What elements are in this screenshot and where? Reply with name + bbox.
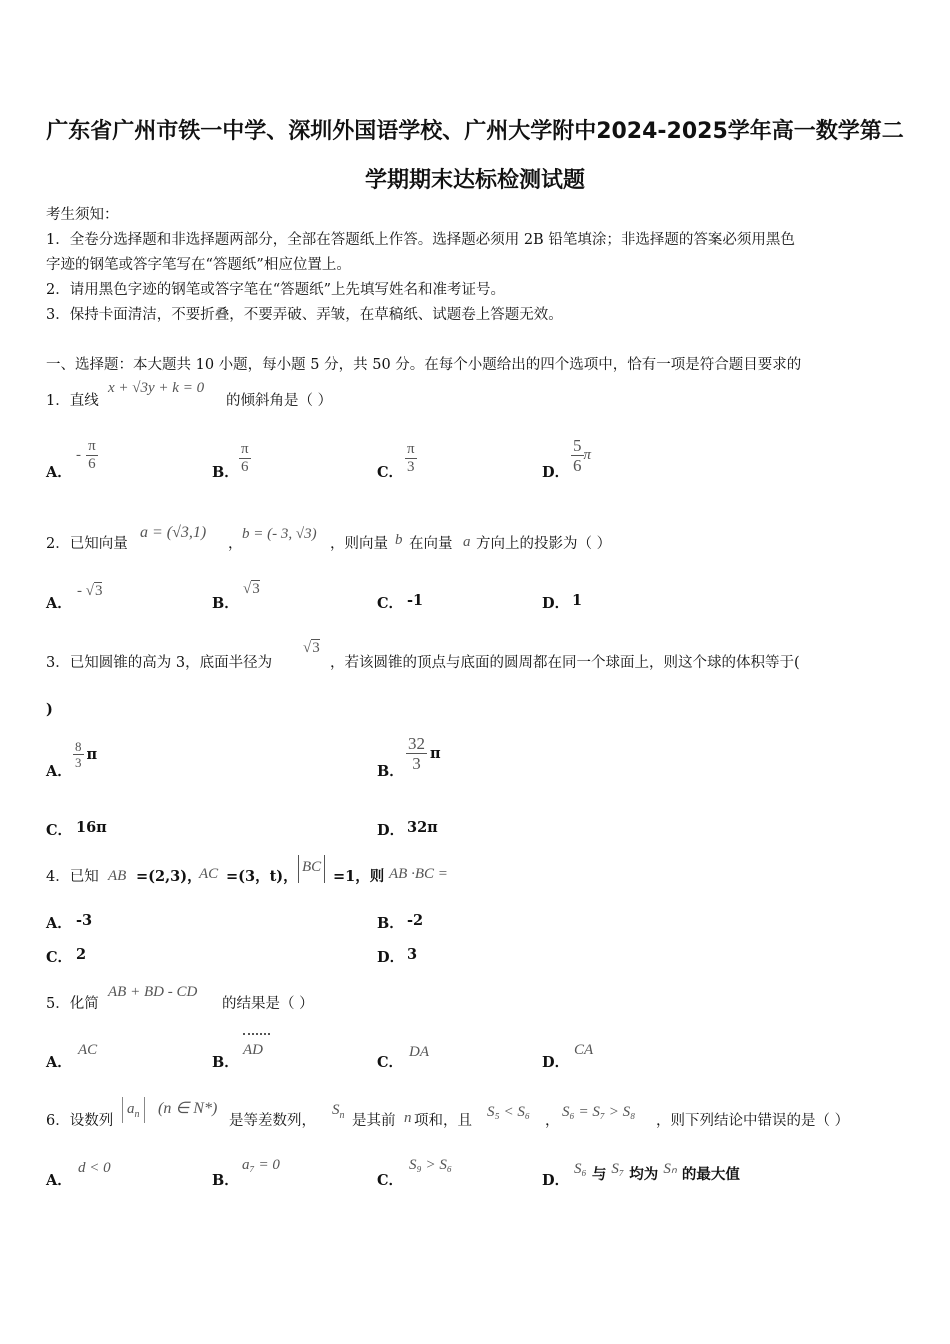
option-label: A． — [46, 1172, 72, 1189]
sum-s6: S₆ — [574, 1161, 587, 1177]
minus-sign: - — [77, 583, 82, 599]
option-label: A． — [46, 595, 72, 612]
denominator: 3 — [412, 754, 421, 773]
notice-item-1: 1．全卷分选择题和非选择题两部分，全部在答题纸上作答。选择题必须用 2B 铅笔填涂；非选择题的答案必须用黑色 — [46, 232, 795, 248]
option-label: D． — [542, 1054, 570, 1071]
sum-sn: Sₙ — [663, 1161, 677, 1177]
q2-vector-a: a = (√3,1) — [140, 524, 207, 541]
q2-option-a[interactable]: - √3 — [77, 583, 103, 599]
fraction — [405, 441, 417, 476]
sequence-letter: a — [127, 1101, 135, 1117]
q4-option-b[interactable]: -2 — [407, 912, 424, 929]
notice-item-1-cont: 字迹的钢笔或答字笔写在“答题纸”相应位置上。 — [46, 257, 351, 273]
q5-option-c[interactable]: DA — [409, 1044, 429, 1060]
question-1 — [46, 389, 99, 410]
option-label: C． — [46, 949, 73, 966]
fraction — [86, 438, 98, 473]
dot-product-expression: AB ·BC = — [389, 866, 448, 882]
vector-a-symbol: a — [463, 534, 471, 550]
question-text: ，若该圆锥的顶点与底面的圆周都在同一个球面上，则这个球的体积等于( — [330, 655, 800, 671]
vector-bc-magnitude: BC — [298, 855, 325, 883]
option-label: C． — [377, 1172, 404, 1189]
q2-vector-b: b = (- 3, √3) — [242, 526, 317, 542]
q4-option-c[interactable]: 2 — [76, 946, 87, 963]
q3-option-d[interactable]: 32π — [407, 819, 438, 836]
n-symbol: n — [404, 1110, 412, 1126]
question-text: 已知圆锥的高为 3，底面半径为 — [69, 655, 273, 671]
q5-option-d[interactable]: CA — [574, 1042, 594, 1058]
section-heading: 一、选择题：本大题共 10 小题，每小题 5 分，共 50 分。在每个小题给出的四个选项中，恰有一项是符合题目要求的 — [46, 357, 802, 373]
sequence-condition: (n ∈ N*) — [158, 1100, 218, 1117]
numerator: π — [241, 441, 249, 457]
q2-option-d[interactable]: 1 — [572, 592, 583, 609]
option-label: B． — [212, 1172, 239, 1189]
condition-1: S₅ < S₆ — [487, 1104, 531, 1120]
sum-s7: S₇ — [611, 1161, 625, 1177]
option-label: A． — [46, 915, 72, 932]
q1-option-b[interactable] — [239, 441, 251, 476]
question-4 — [46, 865, 99, 886]
question-text: 已知 — [69, 869, 99, 885]
q2-option-b[interactable]: √3 — [243, 581, 260, 597]
option-label: C． — [377, 464, 404, 481]
q5-option-b[interactable]: AD — [243, 1042, 263, 1058]
q3-radius: √3 — [303, 640, 320, 656]
subscript: n — [134, 1109, 140, 1120]
vector-ab: AB — [108, 868, 127, 884]
option-label: B． — [377, 915, 404, 932]
notice-item-2: 2．请用黑色字迹的钢笔或答字笔在“答题纸”上先填写姓名和准考证号。 — [46, 282, 506, 298]
question-text: 已知向量 — [69, 536, 128, 552]
question-text: ，则下列结论中错误的是（ ） — [656, 1113, 850, 1129]
vector-ac: AC — [199, 866, 219, 882]
denominator: 6 — [241, 459, 249, 475]
question-number: 6． — [46, 1113, 70, 1129]
question-text: 项和，且 — [414, 1113, 472, 1129]
sequence-symbol — [122, 1097, 145, 1123]
question-text: 方向上的投影为（ ） — [476, 536, 612, 552]
question-text: 直线 — [69, 393, 99, 409]
question-number: 5． — [46, 996, 70, 1012]
denominator: 3 — [407, 459, 415, 475]
question-number: 3． — [46, 655, 70, 671]
radicand: 3 — [312, 640, 320, 656]
separator: ， — [228, 536, 243, 552]
option-label: D． — [542, 464, 570, 481]
question-3 — [46, 651, 272, 672]
separator: ， — [545, 1113, 560, 1129]
option-label: B． — [212, 1054, 239, 1071]
vector-ac-value: =(3，t)， — [226, 868, 298, 885]
q6-option-d[interactable] — [574, 1157, 740, 1183]
option-label: C． — [377, 595, 404, 612]
option-label: A． — [46, 763, 72, 780]
option-label: D． — [542, 1172, 570, 1189]
page-title-line2: 学期期末达标检测试题 — [364, 168, 585, 193]
option-label: B． — [377, 763, 404, 780]
question-text: 设数列 — [69, 1113, 114, 1129]
fraction — [73, 739, 84, 770]
numerator: 5 — [573, 436, 582, 455]
q5-option-a[interactable]: AC — [78, 1042, 98, 1058]
question-text: 在向量 — [409, 536, 453, 552]
question-text: ，则向量 — [330, 536, 388, 552]
q3-option-b[interactable] — [406, 734, 441, 773]
sum-symbol — [332, 1102, 345, 1121]
page-title: 广东省广州市铁一中学、深圳外国语学校、广州大学附中2024-2025学年高一数学第二 — [46, 119, 904, 144]
q6-option-c[interactable]: S₉ > S₆ — [409, 1157, 453, 1173]
denominator: 6 — [88, 456, 96, 472]
q3-option-c[interactable]: 16π — [76, 819, 107, 836]
question-text: 化简 — [69, 996, 99, 1012]
q4-option-a[interactable]: -3 — [76, 912, 93, 929]
q6-option-b[interactable]: a₇ = 0 — [242, 1157, 280, 1173]
pi-symbol: π — [430, 745, 441, 762]
radicand: 3 — [94, 583, 103, 599]
vector-arrow-icon — [243, 1033, 270, 1041]
question-number: 2． — [46, 536, 70, 552]
notice-heading: 考生须知： — [46, 207, 119, 223]
question-text: 的倾斜角是（ ） — [226, 393, 333, 409]
option-text: 均为 — [629, 1166, 659, 1183]
question-6 — [46, 1109, 113, 1130]
pi-symbol: π — [583, 447, 592, 463]
question-text: 的结果是（ ） — [222, 996, 314, 1012]
vector-bc-value: =1，则 — [333, 868, 385, 885]
option-text: 与 — [591, 1166, 607, 1183]
option-label: A． — [46, 1054, 72, 1071]
option-label: D． — [542, 595, 570, 612]
vector-b-symbol: b — [395, 532, 403, 548]
q2-option-c[interactable]: -1 — [407, 592, 424, 609]
pi-symbol: π — [86, 746, 98, 763]
question-number: 4． — [46, 869, 70, 885]
notice-item-3: 3．保持卡面清洁，不要折叠，不要弄破、弄皱，在草稿纸、试题卷上答题无效。 — [46, 307, 563, 323]
option-label: D． — [377, 822, 405, 839]
minus-sign: - — [76, 447, 81, 463]
numerator: π — [88, 438, 96, 454]
fraction — [406, 734, 427, 773]
q5-expression: AB + BD - CD — [108, 984, 198, 1000]
question-text: 是等差数列， — [229, 1113, 316, 1129]
radicand: 3 — [252, 581, 260, 597]
denominator: 3 — [75, 755, 82, 770]
option-label: C． — [377, 1054, 404, 1071]
q1-equation: x + √3y + k = 0 — [108, 380, 205, 396]
q1-option-a[interactable] — [76, 438, 98, 473]
option-label: D． — [377, 949, 405, 966]
question-number: 1． — [46, 393, 70, 409]
option-label: C． — [46, 822, 73, 839]
vector-ab-value: =(2,3)， — [136, 868, 202, 885]
question-text-close: ) — [46, 701, 53, 718]
subscript: n — [339, 1110, 345, 1121]
fraction — [239, 441, 251, 476]
question-5 — [46, 992, 99, 1013]
fraction — [571, 436, 584, 475]
option-label: A． — [46, 464, 72, 481]
sum-letter: S — [332, 1102, 340, 1118]
option-text: 的最大值 — [681, 1166, 740, 1183]
question-text: 是其前 — [352, 1113, 396, 1129]
q6-option-a[interactable]: d < 0 — [78, 1160, 111, 1176]
denominator: 6 — [573, 456, 582, 475]
option-label: B． — [212, 595, 239, 612]
q1-option-c[interactable] — [405, 441, 417, 476]
q1-option-d[interactable] — [571, 436, 591, 475]
numerator: 8 — [75, 739, 82, 754]
q4-option-d[interactable]: 3 — [407, 946, 418, 963]
question-2 — [46, 532, 128, 553]
q3-option-a[interactable] — [73, 739, 97, 770]
numerator: π — [407, 441, 415, 457]
option-label: B． — [212, 464, 239, 481]
numerator: 32 — [408, 734, 425, 753]
condition-2: S₆ = S₇ > S₈ — [562, 1104, 636, 1120]
